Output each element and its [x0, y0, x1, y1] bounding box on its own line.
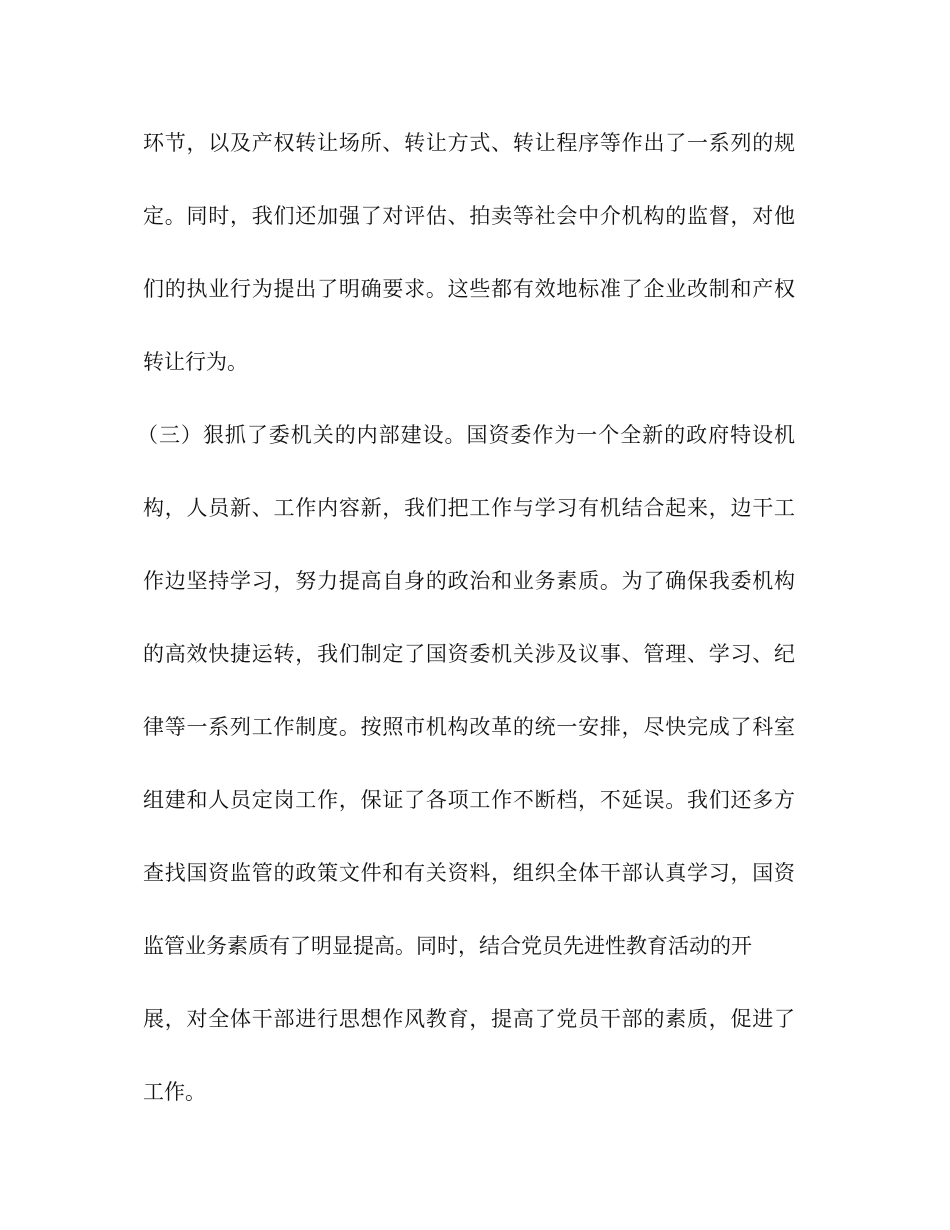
text-line: 作边坚持学习，努力提高自身的政治和业务素质。为了确保我委机构: [143, 569, 795, 593]
text-line: 定。同时，我们还加强了对评估、拍卖等社会中介机构的监督，对他: [143, 204, 795, 228]
text-line: 监管业务素质有了明显提高。同时，结合党员先进性教育活动的开: [143, 934, 752, 958]
text-line: 的高效快捷运转，我们制定了国资委机关涉及议事、管理、学习、纪: [143, 642, 795, 666]
text-line: 转让行为。: [143, 350, 248, 374]
text-line: （三）狠抓了委机关的内部建设。国资委作为一个全新的政府特设机: [137, 423, 795, 447]
text-line: 组建和人员定岗工作，保证了各项工作不断档，不延误。我们还多方: [143, 788, 795, 812]
text-line: 环节，以及产权转让场所、转让方式、转让程序等作出了一系列的规: [143, 131, 795, 155]
text-line: 展，对全体干部进行思想作风教育，提高了党员干部的素质，促进了: [143, 1007, 795, 1031]
text-line: 律等一系列工作制度。按照市机构改革的统一安排，尽快完成了科室: [143, 715, 795, 739]
text-line: 构，人员新、工作内容新，我们把工作与学习有机结合起来，边干工: [143, 496, 795, 520]
text-line: 们的执业行为提出了明确要求。这些都有效地标准了企业改制和产权: [143, 277, 795, 301]
text-line: 工作。: [143, 1080, 206, 1104]
text-line: 查找国资监管的政策文件和有关资料，组织全体干部认真学习，国资: [143, 861, 795, 885]
